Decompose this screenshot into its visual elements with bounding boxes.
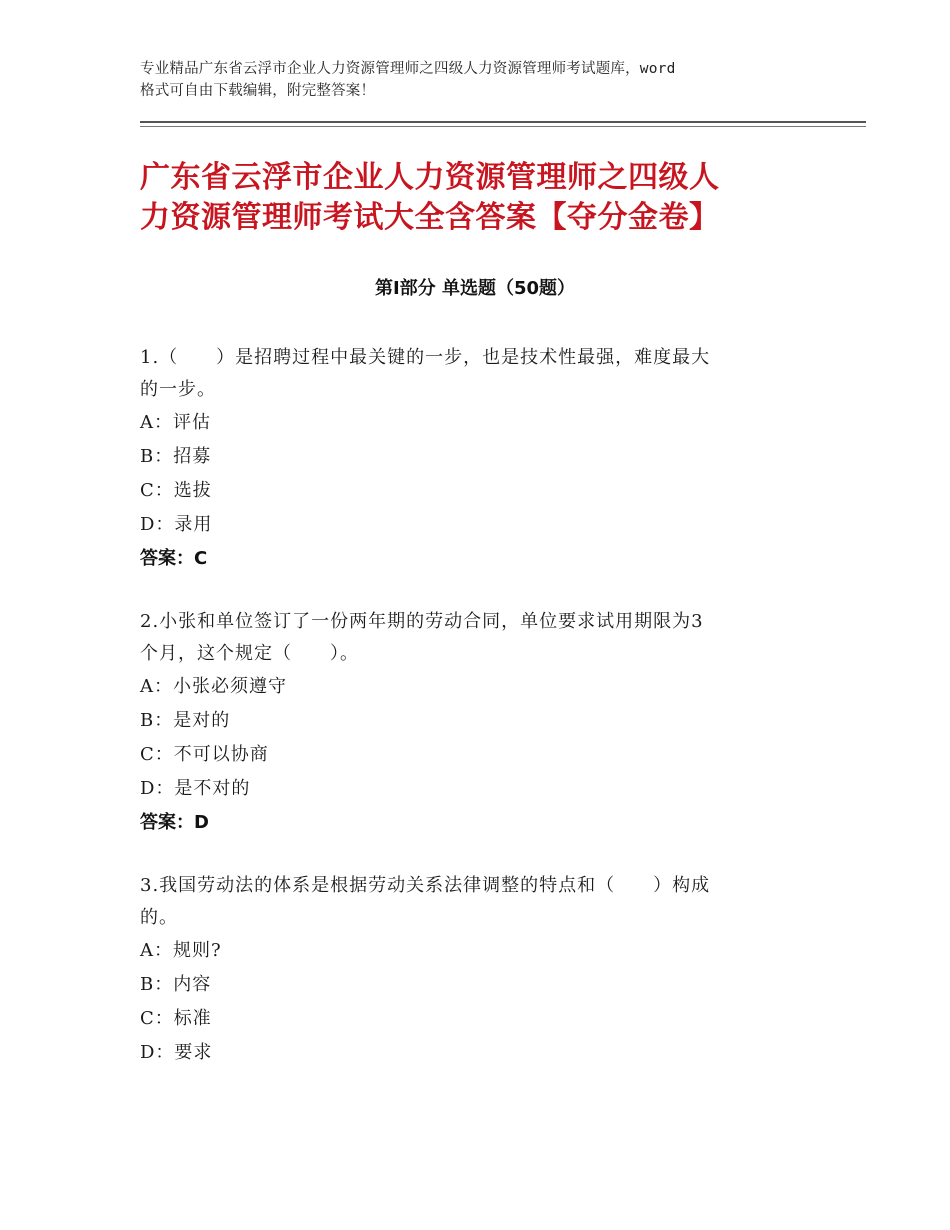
question-stem-line-1: 1.（ ）是招聘过程中最关键的一步，也是技术性最强，难度最大: [140, 347, 711, 368]
question-option-d: D：要求: [140, 1042, 213, 1063]
question-option-b: B：内容: [140, 974, 212, 995]
question-option-d: D：录用: [140, 514, 213, 535]
question-stem-line-2: 的一步。: [140, 379, 216, 400]
question-stem-line-1: 2.小张和单位签订了一份两年期的劳动合同，单位要求试用期限为3: [140, 611, 704, 632]
question-stem-line-2: 的。: [140, 907, 178, 928]
question-item: [140, 606, 800, 840]
question-option-c: C：不可以协商: [140, 744, 269, 765]
question-option-b: B：是对的: [140, 710, 231, 731]
header-note-line-2: 格式可自由下载编辑，附完整答案！: [140, 83, 376, 99]
header-note-line-1: 专业精品广东省云浮市企业人力资源管理师之四级人力资源管理师考试题库，word: [140, 61, 676, 77]
question-item: [140, 870, 800, 1070]
question-stem-line-2: 个月，这个规定（ ）。: [140, 643, 359, 664]
question-stem-line-1: 3.我国劳动法的体系是根据劳动关系法律调整的特点和（ ）构成: [140, 875, 711, 896]
document-title: [140, 158, 830, 238]
question-list: [140, 342, 800, 1100]
question-option-a: A：评估: [140, 412, 211, 433]
document-title-line-2: 力资源管理师考试大全含答案【夺分金卷】: [140, 200, 720, 235]
question-option-a: A：小张必须遵守: [140, 676, 287, 697]
header-divider-thick: [140, 121, 866, 123]
question-option-c: C：标准: [140, 1008, 212, 1029]
document-title-line-1: 广东省云浮市企业人力资源管理师之四级人: [140, 160, 720, 195]
question-option-d: D：是不对的: [140, 778, 251, 799]
question-option-b: B：招募: [140, 446, 212, 467]
question-option-c: C：选拔: [140, 480, 212, 501]
question-answer: 答案：D: [140, 812, 209, 833]
question-answer: 答案：C: [140, 548, 208, 569]
header-divider-thin: [140, 126, 866, 127]
question-option-a: A：规则?: [140, 940, 222, 961]
section-heading: 第Ⅰ部分 单选题（50题）: [374, 278, 575, 299]
question-item: [140, 342, 800, 576]
header-note: [140, 58, 820, 102]
